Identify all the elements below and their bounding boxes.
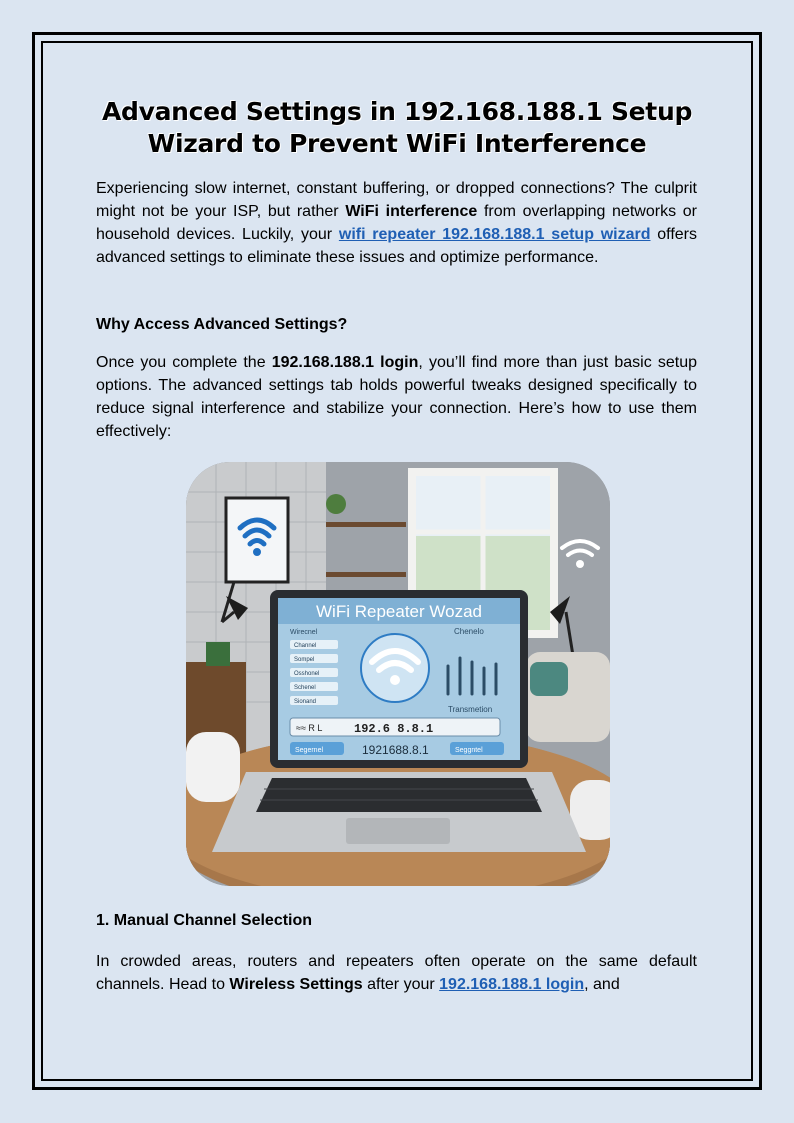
intro-text-1: Experiencing slow internet, constant buffering, or dropped connections? The culprit might not be your ISP, but rather [96, 180, 697, 220]
title-line-2: Wizard to Prevent WiFi Interference [147, 129, 647, 158]
channel-paragraph [96, 950, 697, 996]
intro-text-3: offers advanced settings to eliminate these issues and optimize performance. [96, 226, 698, 266]
para2-text-1: Once you complete the [96, 354, 272, 371]
page-title [60, 96, 734, 160]
address-value: 192.6 8.8.1 [354, 722, 434, 736]
screen-title: WiFi Repeater Wozad [316, 602, 482, 621]
bottom-right-button: Seggntel [455, 747, 483, 754]
screen-left-label: Wirecnel [290, 629, 318, 636]
para3-text-2: after your [362, 976, 440, 993]
advanced-settings-paragraph [96, 351, 697, 443]
para2-bold-login: 192.168.188.1 login [271, 354, 419, 371]
intro-paragraph-block [96, 177, 697, 269]
para2-text-2: , you’ll find more than just basic setup options. The advanced settings tab holds powerful tweaks designed specifically to reduce signal interference and stabilize your connection. Here’s how to use them effectively: [96, 354, 698, 440]
menu-item-2: Sompel [294, 657, 315, 663]
title-line-1: Advanced Settings in 192.168.188.1 Setup [101, 97, 693, 126]
wifi-repeater-illustration [186, 462, 610, 886]
intro-bold-wifi-interference: WiFi interference [345, 203, 478, 220]
para3-bold-wireless-settings: Wireless Settings [229, 976, 363, 993]
section-heading-why-advanced: Why Access Advanced Settings? [96, 316, 348, 333]
para2-block [96, 351, 697, 443]
para3-text-1: In crowded areas, routers and repeaters often operate on the same default channels. Head to [96, 953, 697, 993]
screen-right-label: Chenelo [454, 627, 484, 636]
menu-item-5: Sionand [294, 699, 317, 705]
intro-paragraph [96, 177, 697, 269]
setup-wizard-link[interactable]: wifi repeater 192.168.188.1 setup wizard [338, 226, 651, 243]
address-prefix: ≈≈ R L [296, 723, 323, 733]
screen-transmission-label: Transmetion [448, 705, 493, 714]
menu-item-1: Channel [294, 643, 317, 649]
intro-text-2: from overlapping networks or household devices. Luckily, your [96, 203, 698, 243]
bottom-left-button: Segernel [295, 747, 324, 754]
para3-block [96, 950, 697, 996]
menu-item-3: Osshonel [294, 671, 320, 677]
menu-item-4: Schenel [294, 685, 316, 691]
login-link[interactable]: 192.168.188.1 login [439, 976, 585, 993]
bottom-ip: 1921688.8.1 [362, 743, 429, 757]
para3-text-3: , and [584, 976, 620, 993]
section-heading-manual-channel: 1. Manual Channel Selection [96, 912, 313, 929]
